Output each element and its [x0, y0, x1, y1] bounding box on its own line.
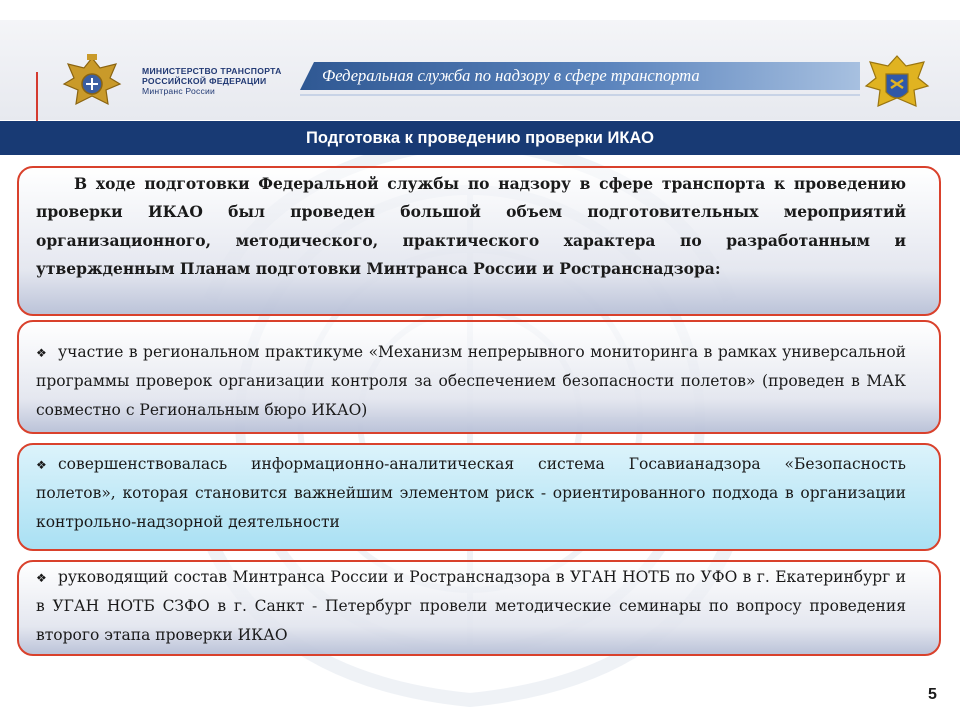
diamond-bullet-icon: ❖: [36, 571, 47, 585]
diamond-bullet-icon: ❖: [36, 458, 47, 472]
diamond-bullet-icon: ❖: [36, 346, 47, 360]
slide-title: Подготовка к проведению проверки ИКАО: [306, 129, 654, 147]
page-number: 5: [928, 686, 937, 703]
ministry-line2: РОССИЙСКОЙ ФЕДЕРАЦИИ: [142, 76, 267, 86]
bullet-item-3: [36, 563, 906, 649]
service-name: Федеральная служба по надзору в сфере транспорта: [322, 66, 700, 85]
bullet-text-3: руководящий состав Минтранса России и Ространснадзора в УГАН НОТБ по УФО в г. Екатеринбург и в УГАН НОТБ СЗФО в г. Санкт - Петербург провели методические семинары по вопросу проведения второго этапа проверки ИКАО: [36, 568, 906, 644]
bullet-item-2: [36, 450, 906, 536]
ministry-logo-text: [142, 66, 317, 96]
rostransnadzor-emblem-icon: [862, 52, 932, 118]
bullet-text-2: совершенствовалась информационно-аналитическая система Госавианадзора «Безопасность полетов», которая становится важнейшим элементом риск - ориентированного подхода в организации контрольно-надзорной деятельности: [36, 455, 906, 531]
service-underline: [300, 94, 860, 96]
intro-text: В ходе подготовки Федеральной службы по надзору в сфере транспорта к проведению проверки ИКАО был проведен большой объем подготовительных мероприятий организационного, методического, практического характера по разработанным и утвержденным Планам подготовки Минтранса России и Ространснадзора:: [36, 174, 906, 278]
ministry-line3: Минтранс России: [142, 86, 215, 96]
header-divider: [36, 72, 38, 122]
slide-header: [0, 0, 960, 160]
ministry-eagle-emblem-icon: [56, 48, 128, 120]
bullet-text-1: участие в региональном практикуме «Механизм непрерывного мониторинга в рамках универсальной программы проверок организации контроля за обеспечением безопасности полетов» (проведен в МАК совместно с Региональным бюро ИКАО): [36, 343, 906, 419]
ministry-line1: МИНИСТЕРСТВО ТРАНСПОРТА: [142, 66, 282, 76]
bullet-item-1: [36, 338, 906, 424]
